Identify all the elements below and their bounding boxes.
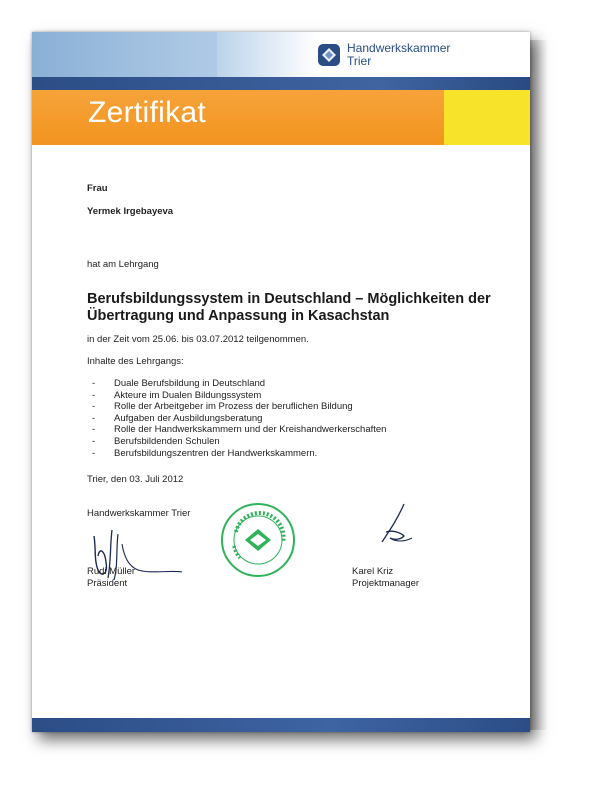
list-dash: -: [92, 424, 96, 436]
list-dash: -: [92, 412, 96, 424]
topic-text: Berufsbildungszentren der Handwerkskammern.: [114, 447, 318, 459]
certificate-title: Zertifikat: [88, 96, 207, 129]
list-dash: -: [92, 401, 96, 413]
title-band-accent: [444, 90, 530, 145]
salutation: Frau: [87, 183, 108, 194]
logo-text-line1: Handwerkskammer: [347, 41, 451, 55]
contents-label: Inhalte des Lehrgangs:: [87, 356, 184, 367]
certificate-page: [32, 32, 530, 732]
topic-item: [88, 413, 386, 425]
signature-right: [370, 502, 420, 552]
course-title: [87, 291, 507, 325]
signature-left: [78, 526, 188, 586]
signatory-right-role: Projektmanager: [352, 578, 420, 589]
recipient-name: Yermek Irgebayeva: [87, 206, 174, 217]
list-dash: -: [92, 378, 96, 389]
topic-item: [88, 378, 386, 390]
list-dash: -: [92, 435, 96, 447]
course-title-line1: Berufsbildungssystem in Deutschland – Möglichkeiten der: [87, 291, 491, 307]
topic-text: Rolle der Handwerkskammern und der Kreishandwerkerschaften: [114, 424, 387, 436]
topic-item: [88, 401, 386, 413]
topic-item: [88, 436, 386, 448]
list-dash: -: [92, 447, 96, 459]
course-period: in der Zeit vom 25.06. bis 03.07.2012 teilgenommen.: [87, 334, 309, 345]
footer-navy-stripe: [32, 718, 530, 732]
place-date: Trier, den 03. Juli 2012: [87, 474, 184, 485]
logo-text-line2: Trier: [347, 54, 372, 68]
topic-text: Duale Berufsbildung in Deutschland: [114, 378, 266, 389]
intro-text: hat am Lehrgang: [87, 259, 159, 270]
logo-text: [347, 42, 450, 68]
topic-text: Aufgaben der Ausbildungsberatung: [114, 412, 263, 424]
header-light-gradient: [217, 32, 317, 77]
topic-item: [88, 390, 386, 402]
course-title-line2: Übertragung und Anpassung in Kasachstan: [87, 308, 390, 324]
signatory-left-name: Rudi Müller: [87, 566, 136, 577]
topic-item: [88, 448, 386, 460]
signatory-right-name: Karel Kriz: [352, 566, 394, 577]
topic-item: [88, 424, 386, 436]
header-navy-stripe: [32, 77, 530, 90]
issuer: Handwerkskammer Trier: [87, 508, 191, 519]
page-edge-shadow: [530, 40, 548, 730]
signatory-left-role: Präsident: [87, 578, 128, 589]
handwerkskammer-logo-icon: [318, 44, 340, 66]
list-dash: -: [92, 389, 96, 401]
topic-text: Akteure im Dualen Bildungssystem: [114, 389, 262, 401]
topics-list: [88, 378, 386, 459]
topic-text: Berufsbildenden Schulen: [114, 435, 220, 447]
official-stamp: [220, 502, 296, 578]
topic-text: Rolle der Arbeitgeber im Prozess der beruflichen Bildung: [114, 401, 353, 413]
